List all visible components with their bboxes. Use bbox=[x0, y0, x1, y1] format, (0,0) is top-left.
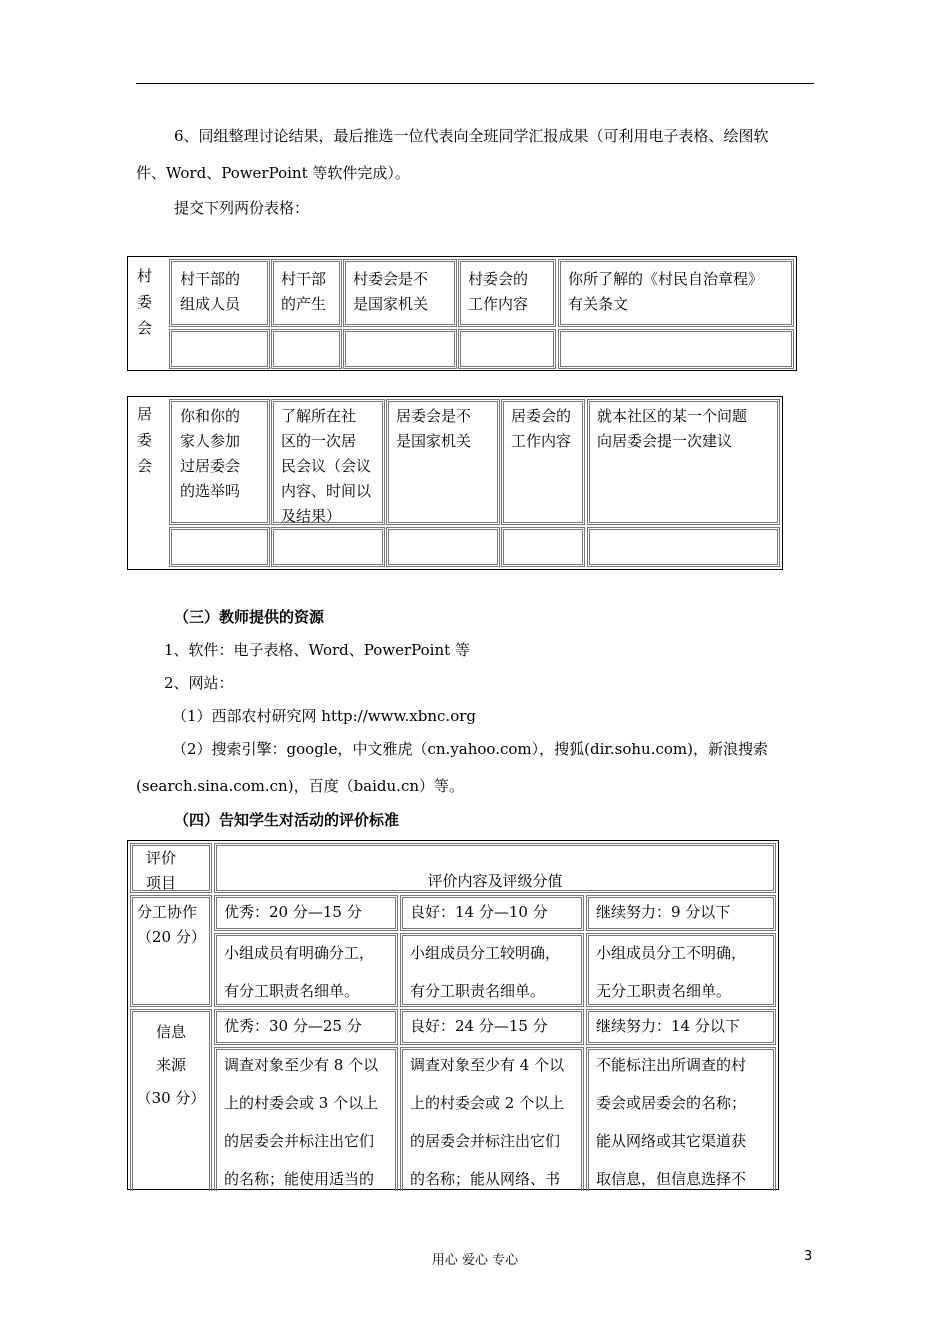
village-answer-cell[interactable] bbox=[458, 329, 556, 369]
resources-heading: （三）教师提供的资源 bbox=[174, 608, 325, 626]
evaluation-table bbox=[127, 840, 779, 1190]
grade-desc: 小组成员有明确分工， 有分工职责名细单。 bbox=[214, 933, 398, 1007]
resident-answer-cell[interactable] bbox=[271, 527, 385, 567]
grade-needs-effort: 继续努力：9 分以下 bbox=[586, 895, 776, 931]
village-header-cell: 村委会是不 是国家机关 bbox=[343, 259, 457, 327]
step6-line1: 6、同组整理讨论结果，最后推选一位代表向全班同学汇报成果（可利用电子表格、绘图软 bbox=[174, 127, 769, 145]
village-side-label: 村 委 会 bbox=[137, 267, 153, 337]
resident-committee-table bbox=[127, 396, 783, 570]
resources-item-websites: 2、网站： bbox=[164, 674, 234, 692]
grade-desc: 小组成员分工不明确， 无分工职责名细单。 bbox=[586, 933, 776, 1007]
grade-needs-effort: 继续努力：14 分以下 bbox=[586, 1009, 776, 1045]
evaluation-item-header: 评价 项目 bbox=[130, 843, 212, 893]
resident-header-cell: 居委会的 工作内容 bbox=[501, 399, 585, 525]
step6-line2: 件、Word、PowerPoint 等软件完成）。 bbox=[136, 164, 410, 182]
evaluation-row-label: 信息 来源 （30 分） bbox=[130, 1009, 212, 1191]
resources-website-xbnc: （1）西部农村研究网 http://www.xbnc.org bbox=[172, 707, 476, 725]
grade-excellent: 优秀：30 分—25 分 bbox=[214, 1009, 398, 1045]
village-answer-cell[interactable] bbox=[343, 329, 457, 369]
resources-search-engines-line2: (search.sina.com.cn)，百度（baidu.cn）等。 bbox=[136, 777, 465, 795]
grade-desc: 小组成员分工较明确， 有分工职责名细单。 bbox=[400, 933, 584, 1007]
resources-search-engines-line1: （2）搜索引擎：google，中文雅虎（cn.yahoo.com），搜狐(dir.sohu.com)，新浪搜索 bbox=[172, 740, 768, 758]
village-answer-cell[interactable] bbox=[271, 329, 342, 369]
grade-good: 良好：14 分—10 分 bbox=[400, 895, 584, 931]
village-answer-cell[interactable] bbox=[558, 329, 794, 369]
evaluation-heading: （四）告知学生对活动的评价标准 bbox=[174, 811, 400, 829]
resident-answer-cell[interactable] bbox=[501, 527, 585, 567]
resident-header-cell: 了解所在社 区的一次居 民会议（会议 内容、时间以 及结果） bbox=[271, 399, 385, 525]
grade-excellent: 优秀：20 分—15 分 bbox=[214, 895, 398, 931]
resources-item-software: 1、软件：电子表格、Word、PowerPoint 等 bbox=[164, 641, 470, 659]
page-number: 3 bbox=[804, 1249, 813, 1264]
footer-motto: 用心 爱心 专心 bbox=[431, 1253, 519, 1268]
resident-header-cell: 居委会是不 是国家机关 bbox=[386, 399, 500, 525]
village-header-cell: 村干部的 组成人员 bbox=[169, 259, 270, 327]
resident-side-label: 居 委 会 bbox=[137, 405, 153, 475]
resident-answer-cell[interactable] bbox=[587, 527, 780, 567]
evaluation-row-label: 分工协作 （20 分） bbox=[130, 895, 212, 1007]
village-answer-cell[interactable] bbox=[169, 329, 270, 369]
resident-answer-cell[interactable] bbox=[386, 527, 500, 567]
resident-header-cell: 你和你的 家人参加 过居委会 的选举吗 bbox=[169, 399, 270, 525]
grade-desc: 不能标注出所调查的村 委会或居委会的名称； 能从网络或其它渠道获 取信息，但信息选择不 bbox=[586, 1047, 776, 1191]
village-header-cell: 村委会的 工作内容 bbox=[458, 259, 556, 327]
village-committee-table bbox=[127, 256, 797, 371]
resident-answer-cell[interactable] bbox=[169, 527, 270, 567]
grade-good: 良好：24 分—15 分 bbox=[400, 1009, 584, 1045]
village-header-cell: 村干部 的产生 bbox=[271, 259, 342, 327]
submit-note: 提交下列两份表格： bbox=[174, 199, 310, 217]
resident-header-cell: 就本社区的某一个问题 向居委会提一次建议 bbox=[587, 399, 780, 525]
grade-desc: 调查对象至少有 4 个以 上的村委会或 2 个以上 的居委会并标注出它们 的名称；能从网络、书 bbox=[400, 1047, 584, 1191]
grade-desc: 调查对象至少有 8 个以 上的村委会或 3 个以上 的居委会并标注出它们 的名称；能使用适当的 bbox=[214, 1047, 398, 1191]
village-header-cell: 你所了解的《村民自治章程》 有关条文 bbox=[558, 259, 794, 327]
evaluation-content-header: 评价内容及评级分值 bbox=[214, 843, 776, 893]
header-rule bbox=[136, 83, 814, 84]
